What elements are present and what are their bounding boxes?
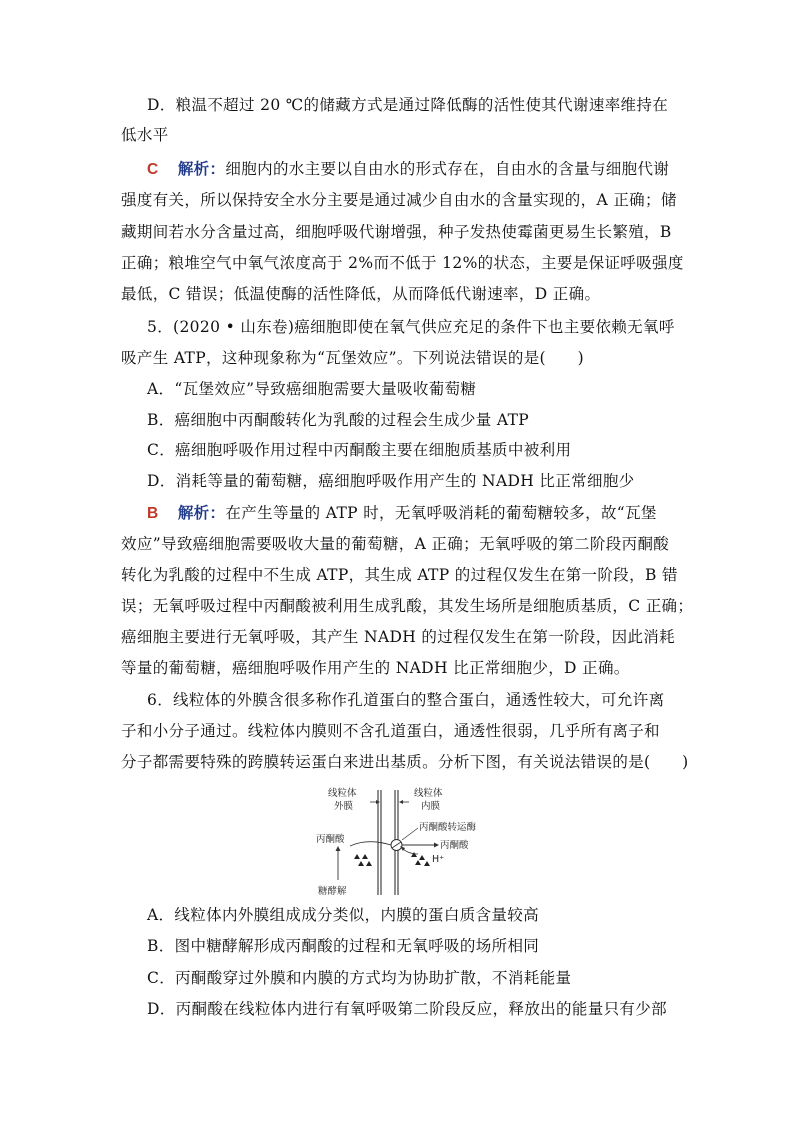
text-line: 藏期间若水分含量过高，细胞呼吸代谢增强，种子发热使霉菌更易生长繁殖，B	[121, 223, 672, 241]
proton-marker	[354, 854, 360, 859]
answer-line	[147, 159, 669, 180]
mitochondria-transport-diagram	[308, 782, 490, 900]
question-6-line: 6．线粒体的外膜含很多称作孔道蛋白的整合蛋白，通透性较大，可允许离	[147, 691, 665, 709]
proton-marker	[424, 861, 430, 866]
option-b: B．癌细胞中丙酮酸转化为乳酸的过程会生成少量 ATP	[147, 411, 530, 429]
option-c: C．丙酮酸穿过外膜和内膜的方式均为协助扩散，不消耗能量	[147, 969, 572, 987]
analysis-label: 解析：	[177, 159, 226, 178]
proton-marker	[411, 852, 417, 857]
analysis-text: 在产生等量的 ATP 时，无氧呼吸消耗的葡萄糖较多，故“瓦堡	[225, 504, 657, 522]
pyruvate-right-label: 丙酮酸	[440, 840, 469, 851]
proton-marker	[415, 860, 421, 865]
question-5-line: 5．(2020 • 山东卷)癌细胞即使在氧气供应充足的条件下也主要依赖无氧呼	[147, 318, 675, 336]
arrow-head	[434, 843, 439, 848]
option-b: B．图中糖酵解形成丙酮酸的过程和无氧呼吸的场所相同	[147, 937, 540, 955]
proton-marker	[362, 854, 368, 859]
analysis-text: 细胞内的水主要以自由水的形式存在，自由水的含量与细胞代谢	[225, 160, 670, 178]
answer-letter: C	[147, 161, 159, 178]
outer-membrane-label: 线粒体	[328, 788, 357, 799]
question-6-line: 分子都需要特殊的跨膜转运蛋白来进出基质。分析下图，有关说法错误的是( )	[121, 753, 689, 771]
option-c: C．癌细胞呼吸作用过程中丙酮酸主要在细胞质基质中被利用	[147, 441, 572, 459]
text-line: 强度有关，所以保持安全水分主要是通过减少自由水的含量实现的，A 正确；储	[121, 191, 677, 209]
text-line: 等量的葡萄糖，癌细胞呼吸作用产生的 NADH 比正常细胞少，D 正确。	[121, 659, 630, 677]
proton-flow-arrow	[402, 848, 418, 854]
proton-marker	[419, 855, 425, 860]
inner-membrane-label: 线粒体	[414, 788, 443, 799]
proton-marker	[366, 861, 372, 866]
text-line: 癌细胞主要进行无氧呼吸，其产生 NADH 的过程仅发生在第一阶段，因此消耗	[121, 628, 676, 646]
pyruvate-flow-arrow	[350, 842, 391, 846]
analysis-label: 解析：	[177, 503, 226, 522]
question-5-line: 吸产生 ATP，这种现象称为“瓦堡效应”。下列说法错误的是( )	[121, 349, 585, 367]
option-d: D．消耗等量的葡萄糖，癌细胞呼吸作用产生的 NADH 比正常细胞少	[147, 472, 635, 490]
inner-membrane-label: 内膜	[421, 801, 441, 812]
answer-letter: B	[147, 505, 159, 522]
text-line: 转化为乳酸的过程中不生成 ATP，其生成 ATP 的过程仅发生在第一阶段，B 错	[121, 566, 678, 584]
option-a: A．“瓦堡效应”导致癌细胞需要大量吸收葡萄糖	[147, 380, 477, 398]
proton-label: H⁺	[432, 854, 445, 865]
transporter-label: 丙酮酸转运酶	[419, 822, 477, 833]
option-d: D．丙酮酸在线粒体内进行有氧呼吸第二阶段反应，释放出的能量只有少部	[147, 1000, 667, 1018]
text-line: 误；无氧呼吸过程中丙酮酸被利用生成乳酸，其发生场所是细胞质基质，C 正确；	[121, 597, 694, 615]
text-line: 最低，C 错误；低温使酶的活性降低，从而降低代谢速率，D 正确。	[121, 285, 601, 303]
glycolysis-label: 糖酵解	[318, 886, 347, 897]
question-6-line: 子和小分子通过。线粒体内膜则不含孔道蛋白，通透性很弱，几乎所有离子和	[121, 722, 660, 740]
arrow-head	[399, 800, 403, 804]
arrow-head	[336, 846, 341, 851]
text-line: 效应”导致癌细胞需要吸收大量的葡萄糖，A 正确；无氧呼吸的第二阶段丙酮酸	[121, 535, 670, 553]
outer-membrane-label: 外膜	[334, 801, 354, 812]
answer-line	[147, 503, 657, 524]
proton-marker	[358, 861, 364, 866]
text-line: 低水平	[121, 126, 169, 144]
option-a: A．线粒体内外膜组成成分类似，内膜的蛋白质含量较高	[147, 906, 539, 924]
leader-line	[402, 828, 418, 840]
text-line: D．粮温不超过 20 ℃的储藏方式是通过降低酶的活性使其代谢速率维持在	[147, 96, 669, 114]
pyruvate-left-label: 丙酮酸	[316, 834, 345, 845]
text-line: 正确；粮堆空气中氧气浓度高于 2%而不低于 12%的状态，主要是保证呼吸强度	[121, 254, 684, 272]
